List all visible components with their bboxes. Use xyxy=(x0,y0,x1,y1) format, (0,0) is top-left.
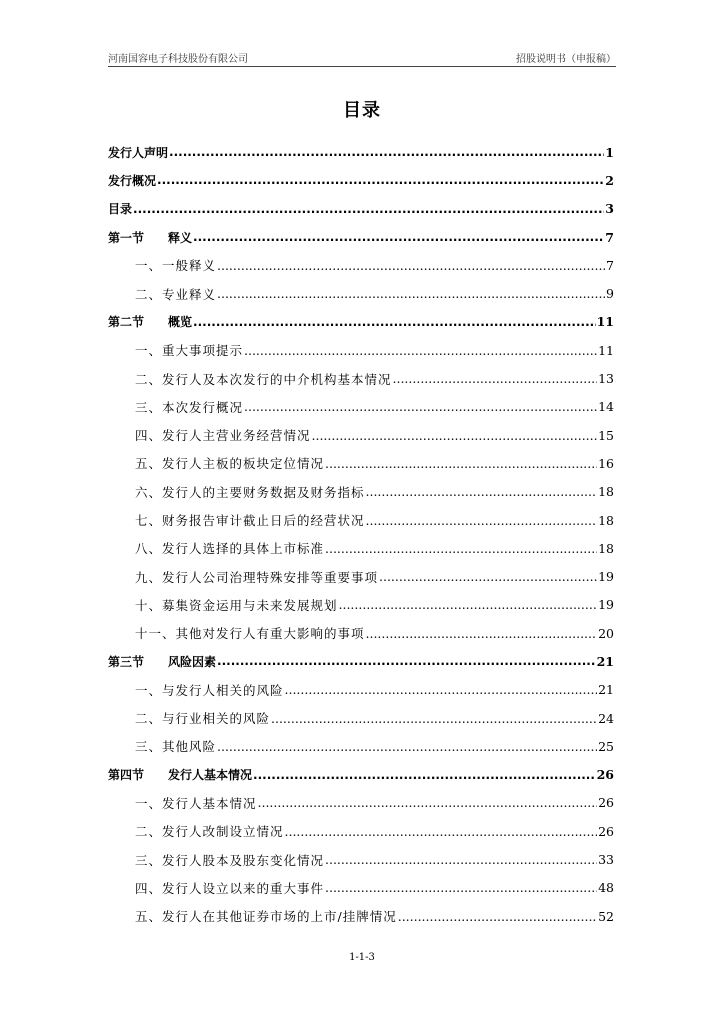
toc-section-entry[interactable] xyxy=(108,251,614,279)
toc-entry-title xyxy=(135,370,392,388)
toc-dot-leader xyxy=(325,541,597,556)
toc-section-entry[interactable] xyxy=(108,591,614,619)
toc-entry-title xyxy=(135,539,324,557)
toc-dot-leader xyxy=(339,597,598,612)
toc-section-entry[interactable] xyxy=(108,393,614,421)
page-title: 目录 xyxy=(343,100,381,121)
toc-section-entry[interactable] xyxy=(108,478,614,506)
toc-entry-title xyxy=(135,454,324,472)
toc-dot-leader xyxy=(244,343,597,358)
toc-chapter-number: 第一节 xyxy=(108,230,145,245)
toc-dot-leader xyxy=(193,230,604,244)
toc-entry-title xyxy=(135,624,365,642)
toc-entry-label: 发行人基本情况 xyxy=(168,768,253,783)
toc-section-entry[interactable] xyxy=(108,364,614,392)
toc-entry-label: 七、财务报告审计截止日后的经营状况 xyxy=(135,513,365,528)
toc-entry-title xyxy=(135,285,216,303)
toc-entry-label: 一、重大事项提示 xyxy=(135,343,244,359)
toc-chapter-entry[interactable] xyxy=(108,647,614,675)
toc-entry-label: 二、专业释义 xyxy=(135,286,217,302)
toc-chapter-number: 第二节 xyxy=(108,315,145,330)
toc-page-number: 19 xyxy=(598,569,614,585)
toc-entry-label: 四、发行人设立以来的重大事件 xyxy=(135,880,325,896)
toc-dot-leader xyxy=(271,711,597,726)
toc-dot-leader xyxy=(217,654,596,668)
toc-entry-label: 一、一般释义 xyxy=(135,258,217,274)
toc-entry-label: 二、发行人改制设立情况 xyxy=(135,824,284,840)
toc-chapter-entry[interactable] xyxy=(108,138,614,166)
toc-dot-leader xyxy=(379,569,597,584)
toc-entry-label: 概览 xyxy=(168,315,193,330)
toc-section-entry[interactable] xyxy=(108,704,614,732)
toc-entry-label: 九、发行人公司治理特殊安排等重要事项 xyxy=(135,569,379,585)
toc-page-number: 19 xyxy=(598,597,614,613)
toc-entry-label: 五、发行人在其他证券市场的上市/挂牌情况 xyxy=(135,909,397,925)
toc-dot-leader xyxy=(133,202,604,216)
toc-dot-leader xyxy=(157,173,604,187)
toc-page-number: 20 xyxy=(598,625,614,641)
toc-dot-leader xyxy=(393,371,598,386)
toc-dot-leader xyxy=(169,145,604,159)
toc-chapter-entry[interactable] xyxy=(108,195,614,223)
toc-entry-title xyxy=(135,737,216,755)
toc-entry-title xyxy=(135,568,378,586)
toc-entry-title xyxy=(135,256,216,274)
toc-entry-label: 五、发行人主板的板块定位情况 xyxy=(135,456,325,472)
toc-page-number: 24 xyxy=(598,710,614,726)
toc-page-number: 7 xyxy=(605,229,614,245)
toc-entry-title xyxy=(135,341,243,359)
toc-page-number: 26 xyxy=(598,795,614,811)
toc-dot-leader xyxy=(217,258,605,273)
toc-chapter-entry[interactable] xyxy=(108,308,614,336)
toc-dot-leader xyxy=(285,824,598,839)
toc-entry-label: 目录 xyxy=(108,202,133,217)
toc-entry-label: 三、其他风险 xyxy=(135,739,217,755)
toc-page-number: 18 xyxy=(598,540,614,556)
toc-page-number: 26 xyxy=(598,823,614,839)
toc-entry-label: 十一、其他对发行人有重大影响的事项 xyxy=(135,626,365,642)
toc-section-entry[interactable] xyxy=(108,676,614,704)
toc-section-entry[interactable] xyxy=(108,279,614,307)
toc-page-number: 3 xyxy=(605,201,614,217)
toc-entry-label: 三、发行人股本及股东变化情况 xyxy=(135,852,325,868)
toc-chapter-entry[interactable] xyxy=(108,166,614,194)
toc-chapter-entry[interactable] xyxy=(108,761,614,789)
toc-dot-leader xyxy=(217,286,605,301)
toc-entry-label: 释义 xyxy=(168,230,193,245)
toc-page-number: 11 xyxy=(596,314,614,330)
toc-entry-label: 八、发行人选择的具体上市标准 xyxy=(135,541,325,557)
table-of-contents xyxy=(108,138,614,930)
toc-page-number: 21 xyxy=(598,682,614,698)
toc-section-entry[interactable] xyxy=(108,449,614,477)
toc-entry-label: 二、与行业相关的风险 xyxy=(135,711,271,727)
toc-entry-title xyxy=(135,709,270,727)
toc-page-number: 18 xyxy=(598,512,614,528)
toc-entry-label: 一、发行人基本情况 xyxy=(135,795,257,811)
toc-entry-title xyxy=(135,822,284,840)
toc-dot-leader xyxy=(366,626,598,641)
toc-page-number: 18 xyxy=(598,484,614,500)
toc-entry-title xyxy=(108,229,192,246)
toc-page-number: 14 xyxy=(598,399,614,415)
toc-entry-title xyxy=(135,907,397,925)
toc-dot-leader xyxy=(258,795,598,810)
page-header xyxy=(108,50,616,66)
toc-entry-title xyxy=(135,681,284,699)
header-company-name: 河南国容电子科技股份有限公司 xyxy=(108,54,248,65)
toc-section-entry[interactable] xyxy=(108,874,614,902)
toc-entry-title xyxy=(108,766,252,783)
toc-entry-title xyxy=(108,313,192,330)
toc-section-entry[interactable] xyxy=(108,845,614,873)
toc-entry-title xyxy=(108,653,216,670)
toc-entry-label: 十、募集资金运用与未来发展规划 xyxy=(135,597,338,613)
header-divider xyxy=(108,66,616,67)
header-document-type: 招股说明书（申报稿） xyxy=(516,54,616,65)
toc-entry-title xyxy=(108,144,168,161)
toc-page-number: 26 xyxy=(596,767,614,783)
toc-dot-leader xyxy=(193,315,596,329)
toc-entry-title xyxy=(135,426,311,444)
toc-section-entry[interactable] xyxy=(108,421,614,449)
toc-dot-leader xyxy=(366,513,598,528)
toc-entry-title xyxy=(135,483,365,501)
toc-entry-label: 二、发行人及本次发行的中介机构基本情况 xyxy=(135,371,392,387)
toc-entry-label: 六、发行人的主要财务数据及财务指标 xyxy=(135,484,365,500)
toc-dot-leader xyxy=(398,909,597,924)
toc-dot-leader xyxy=(285,682,598,697)
toc-dot-leader xyxy=(366,484,598,499)
toc-dot-leader xyxy=(244,399,597,414)
toc-section-entry[interactable] xyxy=(108,506,614,534)
toc-dot-leader xyxy=(253,768,596,782)
toc-entry-label: 三、本次发行概况 xyxy=(135,399,244,415)
toc-page-number: 16 xyxy=(598,455,614,471)
toc-page-number: 7 xyxy=(606,257,614,273)
toc-dot-leader xyxy=(217,739,597,754)
toc-section-entry[interactable] xyxy=(108,732,614,760)
toc-entry-title xyxy=(135,879,324,897)
toc-entry-title xyxy=(135,794,257,812)
toc-chapter-number: 第三节 xyxy=(108,654,145,669)
toc-page-number: 25 xyxy=(598,738,614,754)
page-number: 1-1-3 xyxy=(349,952,375,963)
toc-page-number: 2 xyxy=(605,172,614,188)
toc-entry-title xyxy=(108,200,132,217)
toc-section-entry[interactable] xyxy=(108,336,614,364)
toc-entry-label: 一、与发行人相关的风险 xyxy=(135,682,284,698)
toc-dot-leader xyxy=(325,880,597,895)
toc-entry-label: 风险因素 xyxy=(168,654,217,669)
toc-page-number: 48 xyxy=(598,880,614,896)
toc-section-entry[interactable] xyxy=(108,619,614,647)
toc-entry-title xyxy=(135,596,338,614)
toc-entry-label: 发行人声明 xyxy=(108,145,169,160)
toc-chapter-entry[interactable] xyxy=(108,223,614,251)
toc-entry-label: 发行概况 xyxy=(108,173,157,188)
toc-entry-title xyxy=(135,511,365,529)
toc-entry-title xyxy=(108,172,156,189)
toc-entry-label: 四、发行人主营业务经营情况 xyxy=(135,428,311,444)
toc-section-entry[interactable] xyxy=(108,817,614,845)
toc-dot-leader xyxy=(325,852,597,867)
toc-entry-title xyxy=(135,398,243,416)
toc-dot-leader xyxy=(312,428,598,443)
toc-dot-leader xyxy=(325,456,597,471)
toc-chapter-number: 第四节 xyxy=(108,768,145,783)
toc-page-number: 52 xyxy=(598,908,614,924)
toc-section-entry[interactable] xyxy=(108,534,614,562)
toc-entry-title xyxy=(135,851,324,869)
toc-page-number: 13 xyxy=(598,371,614,387)
toc-section-entry[interactable] xyxy=(108,902,614,930)
toc-page-number: 11 xyxy=(598,342,614,358)
toc-page-number: 33 xyxy=(598,852,614,868)
toc-section-entry[interactable] xyxy=(108,789,614,817)
toc-page-number: 1 xyxy=(605,144,614,160)
toc-page-number: 9 xyxy=(606,286,614,302)
toc-page-number: 15 xyxy=(598,427,614,443)
toc-section-entry[interactable] xyxy=(108,562,614,590)
toc-page-number: 21 xyxy=(596,653,614,669)
